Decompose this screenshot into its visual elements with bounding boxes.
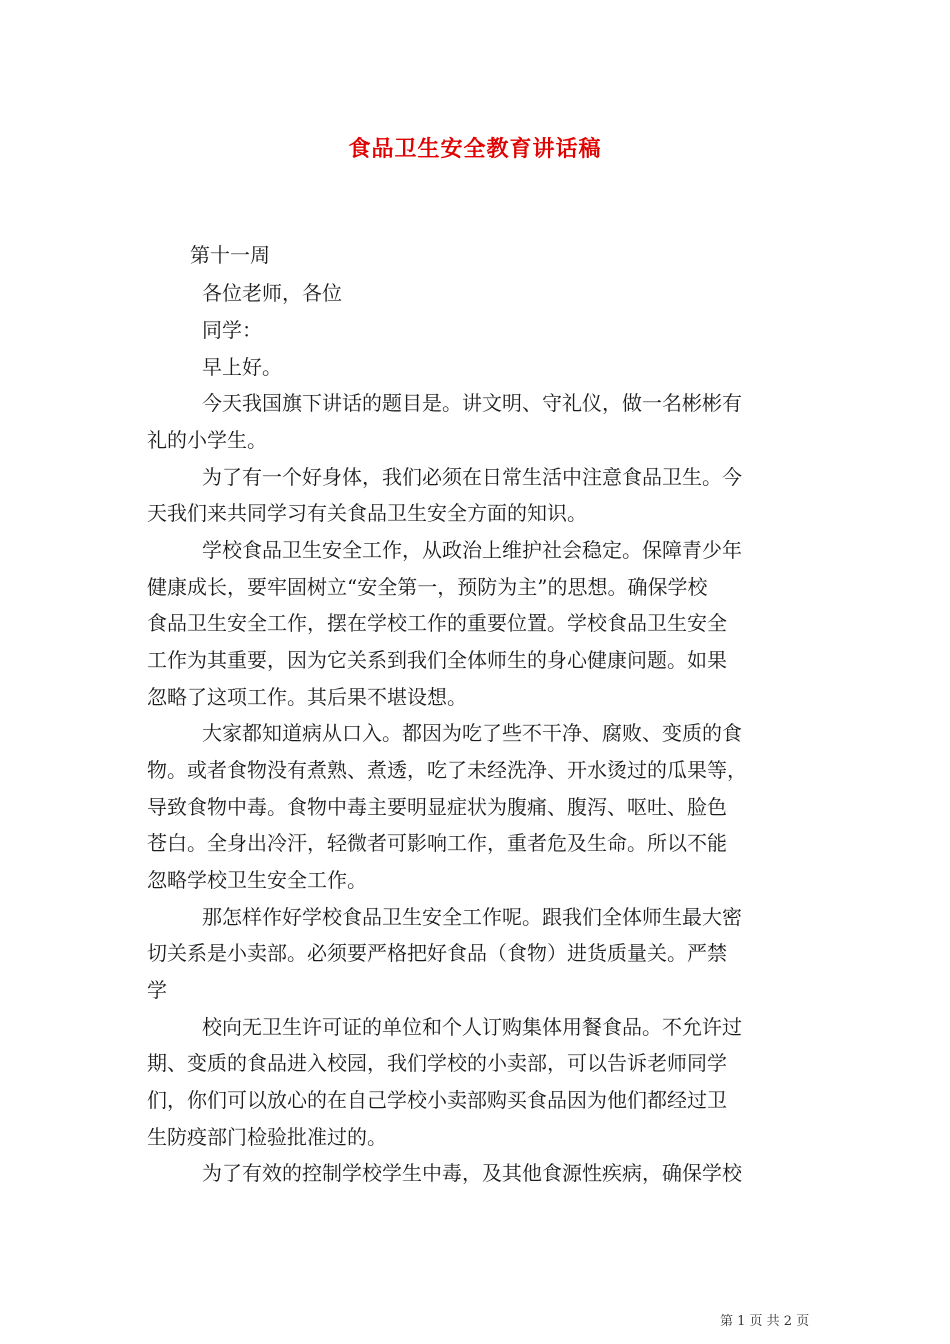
text-line: 校向无卫生许可证的单位和个人订购集体用餐食品。不允许过 [202, 1015, 742, 1039]
text-line: 食品卫生安全工作，摆在学校工作的重要位置。学校食品卫生安全 [147, 611, 727, 635]
text-line: 切关系是小卖部。必须要严格把好食品（食物）进货质量关。严禁 [147, 941, 727, 965]
text-line: 那怎样作好学校食品卫生安全工作呢。跟我们全体师生最大密 [202, 905, 742, 929]
text-line: 各位老师，各位 [202, 281, 342, 305]
text-line: 早上好。 [202, 355, 282, 379]
text-line: 学校食品卫生安全工作，从政治上维护社会稳定。保障青少年 [202, 538, 742, 562]
text-line: 为了有一个好身体，我们必须在日常生活中注意食品卫生。今 [202, 465, 742, 489]
text-line: 健康成长，要牢固树立“安全第一，预防为主”的思想。确保学校 [147, 575, 708, 599]
text-line: 生防疫部门检验批准过的。 [147, 1125, 387, 1149]
text-line: 们，你们可以放心的在自己学校小卖部购买食品因为他们都经过卫 [147, 1088, 727, 1112]
text-line: 苍白。全身出冷汗，轻微者可影响工作，重者危及生命。所以不能 [147, 831, 727, 855]
text-line: 礼的小学生。 [147, 428, 267, 452]
text-line: 为了有效的控制学校学生中毒，及其他食源性疾病，确保学校 [202, 1161, 742, 1185]
text-line: 物。或者食物没有煮熟、煮透，吃了未经洗净、开水烫过的瓜果等， [147, 758, 747, 782]
text-line: 导致食物中毒。食物中毒主要明显症状为腹痛、腹泻、呕吐、脸色 [147, 795, 727, 819]
text-line: 期、变质的食品进入校园，我们学校的小卖部，可以告诉老师同学 [147, 1051, 727, 1075]
page-footer: 第 1 页 共 2 页 [720, 1314, 810, 1329]
text-line: 忽略学校卫生安全工作。 [147, 868, 367, 892]
text-line: 天我们来共同学习有关食品卫生安全方面的知识。 [147, 501, 587, 525]
text-line: 同学： [202, 318, 262, 342]
text-line: 大家都知道病从口入。都因为吃了些不干净、腐败、变质的食 [202, 721, 742, 745]
text-line: 第十一周 [190, 243, 270, 267]
text-line: 工作为其重要，因为它关系到我们全体师生的身心健康问题。如果 [147, 648, 727, 672]
text-line: 今天我国旗下讲话的题目是。讲文明、守礼仪，做一名彬彬有 [202, 391, 742, 415]
text-line: 忽略了这项工作。其后果不堪设想。 [147, 685, 467, 709]
text-line: 学 [147, 978, 167, 1002]
document-title: 食品卫生安全教育讲话稿 [348, 136, 602, 162]
